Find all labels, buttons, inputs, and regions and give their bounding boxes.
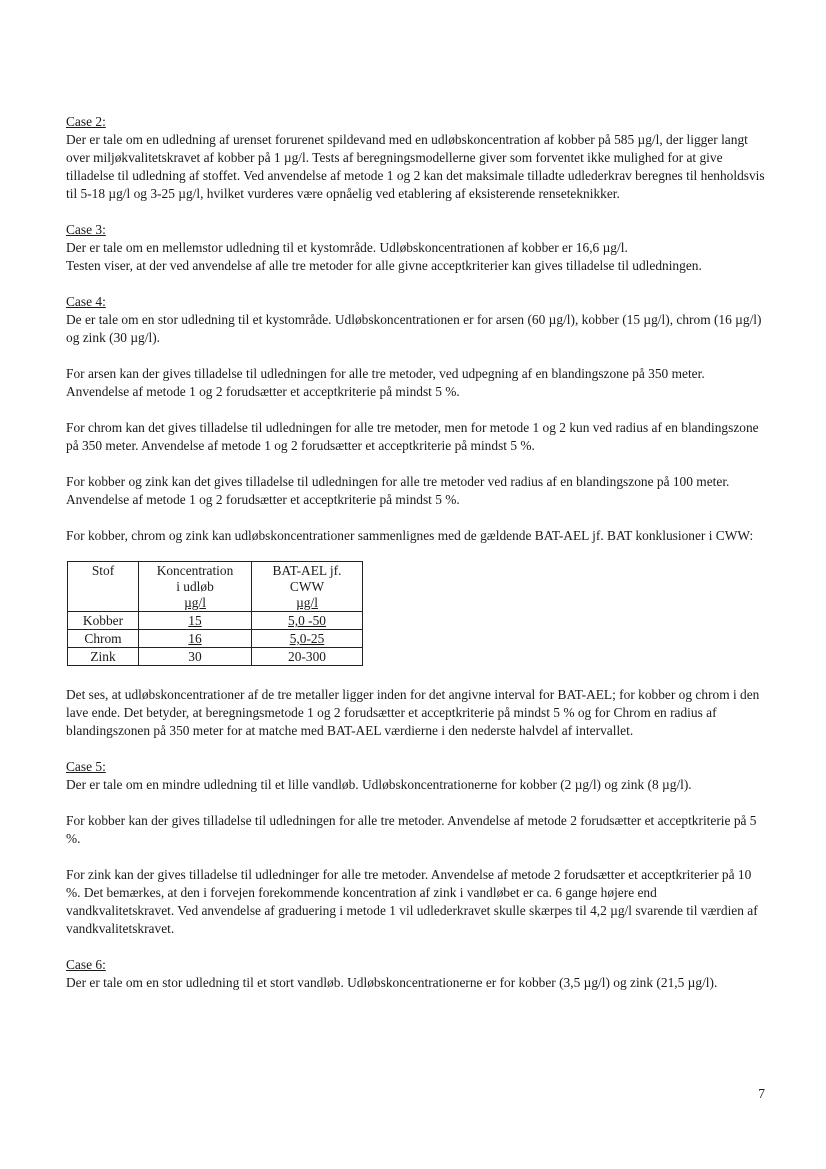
table-row [68,612,363,630]
header-bat-ael: BAT-AEL jf. CWW µg/l [252,562,363,612]
case-3-line-1: Der er tale om en mellemstor udledning til et kystområde. Udløbskoncentrationen af kobber er 16,6 µg/l. [66,240,628,255]
cell-conc: 16 [139,630,252,648]
cell-bat: 20-300 [252,648,363,666]
case-5-intro: Der er tale om en mindre udledning til et lille vandløb. Udløbskoncentrationerne for kobber (2 µg/l) og zink (8 µg/l). [66,777,692,792]
case-4-compare: For kobber, chrom og zink kan udløbskoncentrationer sammenlignes med de gældende BAT-AEL jf. BAT konklusioner i CWW: [66,528,754,543]
cell-conc: 30 [139,648,252,666]
case-5-zink: For zink kan der gives tilladelse til udledninger for alle tre metoder. Anvendelse af metode 2 forudsætter et acceptkriterier på 10 %. Det bemærkes, at den i forvejen forekommende koncentration af zink i vandløbet er ca. 6 gange højere end vandkvalitetskravet. Ved anvendelse af graduering i metode 1 vil udlederkravet skulle skærpes til 4,2 µg/l svarende til værdien af vandkvalitetskravet. [66,867,758,936]
case-6-section [66,956,766,992]
case-5-heading: Case 5: [66,759,106,774]
header-concentration: Koncentration i udløb µg/l [139,562,252,612]
case-4-heading: Case 4: [66,294,106,309]
cell-conc: 15 [139,612,252,630]
case-2-section [66,113,766,203]
table-row [68,648,363,666]
cell-bat: 5,0-25 [252,630,363,648]
case-2-heading: Case 2: [66,114,106,129]
cell-stof: Kobber [68,612,139,630]
case-6-heading: Case 6: [66,957,106,972]
cell-stof: Zink [68,648,139,666]
table-header-row [68,562,363,612]
page-number: 7 [758,1086,765,1101]
case-3-heading: Case 3: [66,222,106,237]
case-4-chrom: For chrom kan det gives tilladelse til udledningen for alle tre metoder, men for metode 1 og 2 kun ved radius af en blandingszone på 350 meter. Anvendelse af metode 1 og 2 forudsætter et acceptkriterie på mindst 5 %. [66,420,759,453]
header-stof: Stof [68,562,139,612]
document-body [66,113,766,992]
cell-stof: Chrom [68,630,139,648]
case-3-line-2: Testen viser, at der ved anvendelse af alle tre metoder for alle givne acceptkriterier kan gives tilladelse til udledningen. [66,258,702,273]
case-5-section [66,758,766,938]
case-6-intro: Der er tale om en stor udledning til et stort vandløb. Udløbskoncentrationerne er for kobber (3,5 µg/l) og zink (21,5 µg/l). [66,975,718,990]
case-3-section [66,221,766,275]
case-4-section [66,293,766,740]
case-4-intro: De er tale om en stor udledning til et kystområde. Udløbskoncentrationen er for arsen (60 µg/l), kobber (15 µg/l), chrom (16 µg/l) og zink (30 µg/l). [66,312,762,345]
case-4-conclusion: Det ses, at udløbskoncentrationer af de tre metaller ligger inden for det angivne interval for BAT-AEL; for kobber og chrom i den lave ende. Det betyder, at beregningsmetode 1 og 2 forudsætter et acceptkriterie på mindst 5 % og for Chrom en radius af blandingszonen på 350 meter for at matche med BAT-AEL værdierne i den nederste halvdel af intervallet. [66,687,760,738]
cell-bat: 5,0 -50 [252,612,363,630]
table-row [68,630,363,648]
case-4-kobber-zink: For kobber og zink kan det gives tilladelse til udledningen for alle tre metoder ved radius af en blandingszone på 100 meter. Anvendelse af metode 1 og 2 forudsætter et acceptkriterie på mindst 5 %. [66,474,730,507]
case-5-kobber: For kobber kan der gives tilladelse til udledningen for alle tre metoder. Anvendelse af metode 2 forudsætter et acceptkriterie på 5 %. [66,813,757,846]
case-4-arsen: For arsen kan der gives tilladelse til udledningen for alle tre metoder, ved udpegning af en blandingszone på 350 meter. Anvendelse af metode 1 og 2 forudsætter et acceptkriterie på mindst 5 %. [66,366,705,399]
case-2-text: Der er tale om en udledning af urenset forurenet spildevand med en udløbskoncentration af kobber på 585 µg/l, der ligger langt over miljøkvalitetskravet af kobber på 1 µg/l. Tests af beregningsmodellerne giver som forventet ikke mulighed for at give tilladelse til udledning af stoffet. Ved anvendelse af metode 1 og 2 kan det maksimale tilladte udlederkrav beregnes til henholdsvis til 5-18 µg/l og 3-25 µg/l, hvilket vurderes være opnåelig ved etablering af eksisterende renseteknikker. [66,132,765,201]
bat-ael-table [67,561,363,666]
